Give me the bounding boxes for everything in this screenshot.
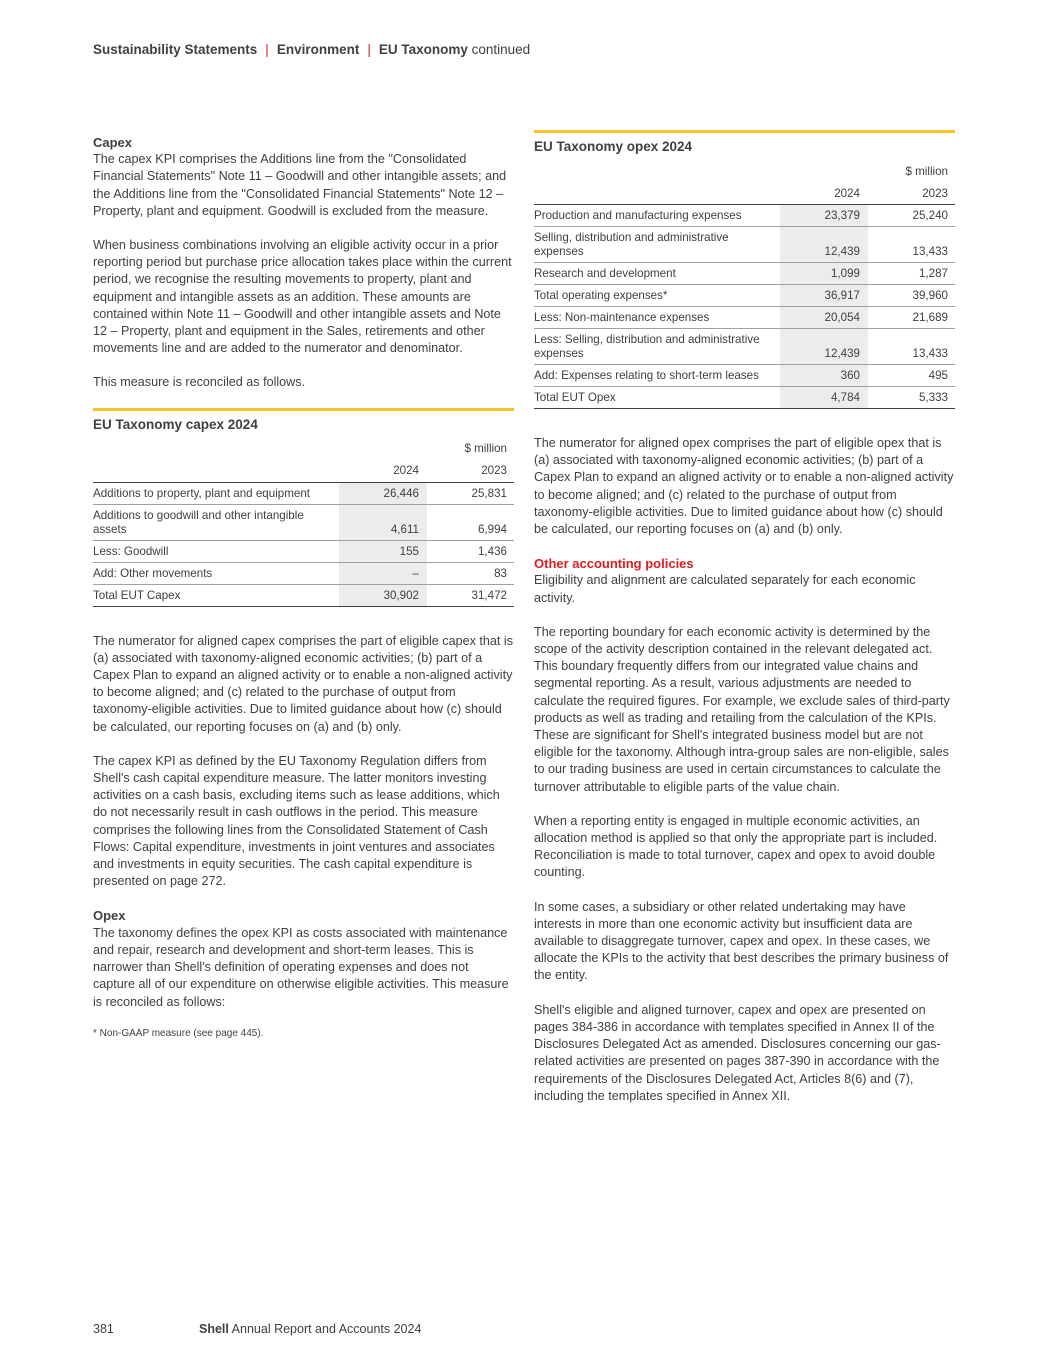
column-header-2024: 2024	[780, 182, 868, 205]
row-label: Research and development	[534, 263, 780, 285]
cell-2024: 30,902	[339, 584, 427, 606]
breadcrumb-item[interactable]: EU Taxonomy	[378, 42, 468, 57]
cell-2023: 83	[427, 562, 514, 584]
paragraph: Shell's eligible and aligned turnover, capex and opex are presented on pages 384-386 in accordance with templates specified in Annex II of the Disclosures Delegated Act as amended. Disclosures concerning our gas-related activities are presented on pages 387-390 in accordance with the requirements of the Disclosures Delegated Act, Articles 8(6) and (7), including the templates specified in Annex XII.	[534, 1002, 941, 1103]
table-unit: $ million	[464, 442, 507, 456]
cell-2024: 20,054	[780, 307, 868, 329]
table-row	[534, 205, 955, 227]
brand-name: Shell	[199, 1322, 229, 1336]
cell-2023: 495	[868, 365, 955, 387]
cell-2024: 12,439	[780, 329, 868, 365]
capex-table-block	[93, 408, 514, 607]
capex-table-title: EU Taxonomy capex 2024	[93, 416, 258, 432]
row-label: Selling, distribution and administrative expenses	[534, 227, 780, 263]
paragraph: The numerator for aligned opex comprises the part of eligible opex that is (a) associated with taxonomy-aligned economic activities; (b) part of a Capex Plan to expand an aligned activity or to enable a non-aligned activity to become aligned; and (c) related to the purchase of output from taxonomy-eligible activities. Due to limited guidance about how (c) should be calculated, our reporting focuses on (a) and (b) only.	[534, 436, 954, 537]
row-label: Less: Goodwill	[93, 540, 339, 562]
opex-section	[93, 907, 514, 1010]
table-row	[534, 227, 955, 263]
table-row	[93, 504, 514, 540]
column-header-2023: 2023	[868, 182, 955, 205]
cell-2023: 25,831	[427, 482, 514, 504]
paragraph: In some cases, a subsidiary or other related undertaking may have interests in more than one economic activity but insufficient data are available to disaggregate turnover, capex and opex. In these cases, we allocate the KPIs to the activity that best describes the primary business of the entity.	[534, 899, 949, 983]
row-label: Less: Non-maintenance expenses	[534, 307, 780, 329]
paragraph: When business combinations involving an eligible activity occur in a prior reporting period but purchase price allocation takes place within the current period, we recognise the resulting movements to property, plant and equipment and intangible assets as an addition. These amounts are contained within Note 11 – Goodwill and other intangible assets and Note 12 – Property, plant and equipment in the Sales, retirements and other movements line and are added to the numerator and denominator.	[93, 238, 512, 356]
opex-table-title: EU Taxonomy opex 2024	[534, 139, 693, 154]
left-column	[93, 134, 514, 1039]
paragraph: When a reporting entity is engaged in multiple economic activities, an allocation method is applied so that only the appropriate part is included. Reconciliation is made to total turnover, capex and opex to avoid double counting.	[534, 813, 938, 880]
row-label: Additions to goodwill and other intangible assets	[93, 504, 339, 540]
row-label: Less: Selling, distribution and administrative expenses	[534, 329, 780, 365]
cell-2024: 4,784	[780, 387, 868, 409]
row-label: Total operating expenses*	[534, 285, 780, 307]
cell-2023: 1,287	[868, 263, 955, 285]
breadcrumb-separator: |	[367, 42, 371, 57]
cell-2023: 39,960	[868, 285, 955, 307]
breadcrumb-item[interactable]: Environment	[276, 42, 360, 57]
table-row	[534, 307, 955, 329]
table-unit: $ million	[905, 164, 948, 178]
row-label: Add: Other movements	[93, 562, 339, 584]
cell-2024: 1,099	[780, 263, 868, 285]
table-row	[534, 365, 955, 387]
cell-2023: 25,240	[868, 205, 955, 227]
right-column	[534, 130, 955, 1122]
paragraph: The capex KPI comprises the Additions line from the "Consolidated Financial Statements" Note 11 – Goodwill and other intangible assets; and the Additions line from the "Consolidated Financial Statements" Note 12 – Property, plant and equipment. Goodwill is excluded from the measure.	[93, 152, 507, 218]
page-number: 381	[93, 1322, 114, 1336]
column-header-2024: 2024	[339, 460, 427, 483]
cell-2023: 1,436	[427, 540, 514, 562]
row-label: Additions to property, plant and equipment	[93, 482, 339, 504]
cell-2023: 6,994	[427, 504, 514, 540]
paragraph: The numerator for aligned capex comprises the part of eligible capex that is (a) associated with taxonomy-aligned economic activities; (b) part of a Capex Plan to expand an aligned activity or to enable a non-aligned activity to become aligned; and (c) related to the purchase of output from taxonomy-eligible activities. Due to limited guidance about how (c) should be calculated, our reporting focuses on (a) and (b) only.	[93, 633, 514, 734]
section-heading-capex: Capex	[93, 135, 133, 150]
cell-2024: –	[339, 562, 427, 584]
row-label: Total EUT Opex	[534, 387, 780, 409]
table-row-total	[93, 584, 514, 606]
table-row	[93, 562, 514, 584]
breadcrumb-item[interactable]: Sustainability Statements	[93, 42, 258, 57]
table-row-total	[534, 387, 955, 409]
table-row	[534, 329, 955, 365]
page-footer	[93, 1322, 421, 1336]
cell-2024: 360	[780, 365, 868, 387]
cell-2023: 31,472	[427, 584, 514, 606]
cell-2024: 12,439	[780, 227, 868, 263]
table-row	[93, 482, 514, 504]
cell-2024: 26,446	[339, 482, 427, 504]
section-heading-opex: Opex	[93, 908, 126, 924]
section-heading-other-accounting-policies: Other accounting policies	[534, 556, 694, 572]
opex-table	[534, 160, 955, 409]
cell-2023: 5,333	[868, 387, 955, 409]
policies-section	[534, 555, 955, 607]
breadcrumb-continued: continued	[471, 42, 531, 57]
cell-2023: 13,433	[868, 329, 955, 365]
breadcrumb	[93, 42, 530, 57]
cell-2024: 155	[339, 540, 427, 562]
paragraph: The taxonomy defines the opex KPI as costs associated with maintenance and repair, research and development and short-term leases. This is narrower than Shell's definition of operating expenses and does not capture all of our expenditure on otherwise eligible activities. This measure is reconciled as follows:	[93, 925, 509, 1009]
capex-table	[93, 438, 514, 607]
capex-section	[93, 134, 514, 220]
table-row	[534, 263, 955, 285]
row-label: Total EUT Capex	[93, 584, 339, 606]
breadcrumb-separator: |	[265, 42, 269, 57]
paragraph: The reporting boundary for each economic activity is determined by the scope of the activity description contained in the relevant delegated act. This boundary frequently differs from our integrated value chains and segmental reporting. As a result, various adjustments are needed to calculate the required figures. For example, we exclude sales of third-party products as well as trading and retailing from the calculation of the KPIs. These are significant for Shell's integrated business model but are not eligible for the taxonomy. Although intra-group sales are non-eligible, sales to our trading business are used in certain circumstances to calculate the turnover attributable to eligible parts of the value chain.	[534, 624, 950, 794]
table-row	[93, 540, 514, 562]
row-label: Add: Expenses relating to short-term leases	[534, 365, 780, 387]
cell-2023: 13,433	[868, 227, 955, 263]
column-header-2023: 2023	[427, 460, 514, 483]
paragraph: This measure is reconciled as follows.	[93, 375, 306, 390]
report-title: Annual Report and Accounts 2024	[231, 1322, 422, 1336]
row-label: Production and manufacturing expenses	[534, 205, 780, 227]
cell-2024: 23,379	[780, 205, 868, 227]
cell-2023: 21,689	[868, 307, 955, 329]
cell-2024: 36,917	[780, 285, 868, 307]
footnote: * Non-GAAP measure (see page 445).	[93, 1027, 264, 1039]
paragraph: The capex KPI as defined by the EU Taxonomy Regulation differs from Shell's cash capital expenditure measure. The latter monitors investing activities on a cash basis, excluding items such as lease additions, which do not necessarily result in cash outflows in the period. This measure comprises the following lines from the Consolidated Statement of Cash Flows: Capital expenditure, investments in joint ventures and associates and investments in equity securities. The cash capital expenditure is presented on page 272.	[93, 753, 500, 889]
paragraph: Eligibility and alignment are calculated separately for each economic activity.	[534, 573, 916, 605]
cell-2024: 4,611	[339, 504, 427, 540]
opex-table-block	[534, 130, 955, 409]
table-row	[534, 285, 955, 307]
